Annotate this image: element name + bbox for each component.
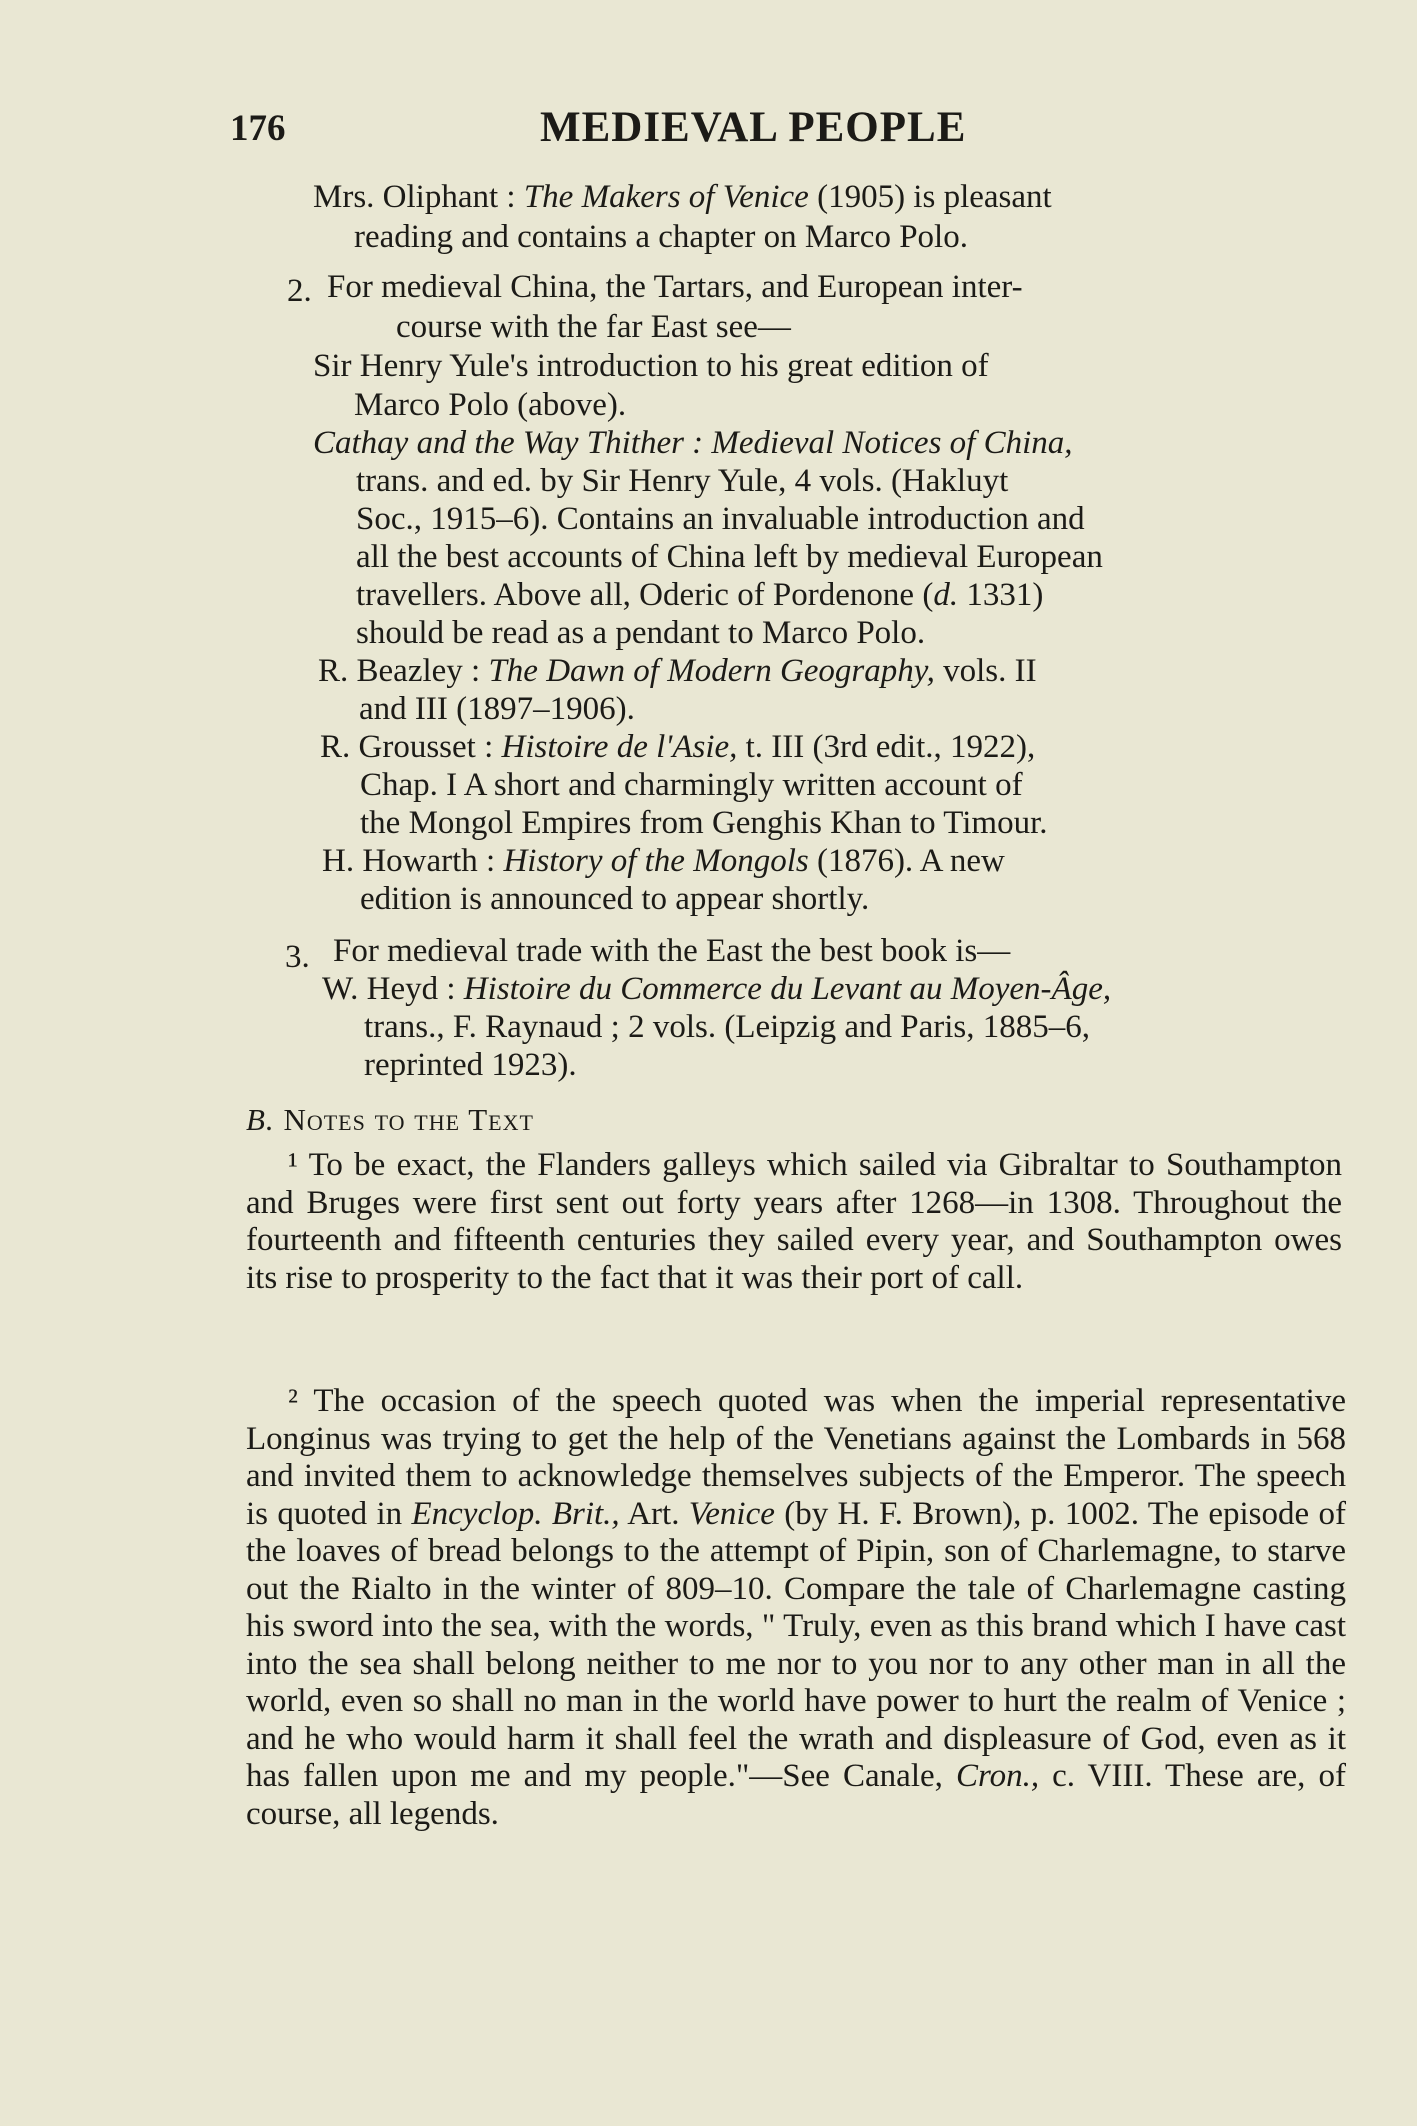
heyd-line-1: W. Heyd : Histoire du Commerce du Levant au Moyen-Âge, — [322, 971, 1112, 1007]
heyd-line-2: trans., F. Raynaud ; 2 vols. (Leipzig and Paris, 1885–6, — [364, 1009, 1091, 1045]
beazley-line-2: and III (1897–1906). — [359, 691, 635, 727]
beazley-line-1: R. Beazley : The Dawn of Modern Geography, vols. II — [318, 653, 1037, 689]
page-header — [230, 103, 1330, 163]
howarth-line-2: edition is announced to appear shortly. — [360, 881, 870, 917]
running-head: MEDIEVAL PEOPLE — [540, 104, 967, 151]
item-3-line-1: For medieval trade with the East the best book is— — [333, 933, 1011, 969]
oliphant-line-2: reading and contains a chapter on Marco Polo. — [354, 219, 968, 255]
item-2-line-1: For medieval China, the Tartars, and European inter- — [327, 269, 1023, 305]
cathay-line-6: should be read as a pendant to Marco Polo. — [356, 615, 926, 651]
item-2-number: 2. — [287, 273, 312, 309]
grousset-line-3: the Mongol Empires from Genghis Khan to Timour. — [360, 805, 1048, 841]
cathay-line-3: Soc., 1915–6). Contains an invaluable introduction and — [356, 501, 1085, 537]
page-number: 176 — [230, 108, 286, 149]
cathay-line-5: travellers. Above all, Oderic of Pordenone (d. 1331) — [356, 577, 1044, 613]
yule-line-1: Sir Henry Yule's introduction to his great edition of — [313, 348, 989, 384]
cathay-line-2: trans. and ed. by Sir Henry Yule, 4 vols. (Hakluyt — [356, 463, 1009, 499]
note-1: ¹ To be exact, the Flanders galleys which sailed via Gibraltar to Southampton and Bruges were first sent out forty years after 1268—in 1308. Throughout the fourteenth and fifteenth centuries they sailed every year, and Southampton owes its rise to prosperity to the fact that it was their port of call. — [246, 1147, 1342, 1296]
note-2: ² The occasion of the speech quoted was when the imperial representative Longinus was trying to get the help of the Venetians against the Lombards in 568 and invited them to acknowledge themselves subjects of the Emperor. The speech is quoted in Encyclop. Brit., Art. Venice (by H. F. Brown), p. 1002. The episode of the loaves of bread belongs to the attempt of Pipin, son of Charlemagne, to starve out the Rialto in the winter of 809–10. Compare the tale of Charlemagne casting his sword into the sea, with the words, " Truly, even as this brand which I have cast into the sea shall belong neither to me nor to you nor to any other man in all the world, even so shall no man in the world have power to hurt the realm of Venice ; and he who would harm it shall feel the wrath and displeasure of God, even as it has fallen upon me and my people."—See Canale, Cron., c. VIII. These are, of course, all legends. — [246, 1383, 1346, 1832]
grousset-line-1: R. Grousset : Histoire de l'Asie, t. III (3rd edit., 1922), — [320, 729, 1036, 765]
encyclop-brit: Encyclop. Brit., — [411, 1495, 620, 1532]
heyd-line-3: reprinted 1923). — [364, 1047, 577, 1083]
notes-heading: B. Notes to the Text — [246, 1102, 534, 1137]
grousset-line-2: Chap. I A short and charmingly written account of — [360, 767, 1023, 803]
item-3-number: 3. — [285, 939, 310, 975]
cron-reference: Cron., — [955, 1758, 1040, 1794]
oliphant-title: The Makers of Venice — [523, 179, 809, 215]
cathay-line-4: all the best accounts of China left by medieval European — [356, 539, 1103, 575]
oliphant-line-1: Mrs. Oliphant : The Makers of Venice (1905) is pleasant — [313, 179, 1052, 215]
venice-article: Venice — [688, 1495, 775, 1532]
howarth-line-1: H. Howarth : History of the Mongols (1876). A new — [322, 843, 1005, 879]
cathay-title: Cathay and the Way Thither : Medieval Notices of China, — [313, 425, 1073, 461]
item-2-line-2: course with the far East see— — [396, 309, 791, 345]
yule-line-2: Marco Polo (above). — [354, 387, 627, 423]
